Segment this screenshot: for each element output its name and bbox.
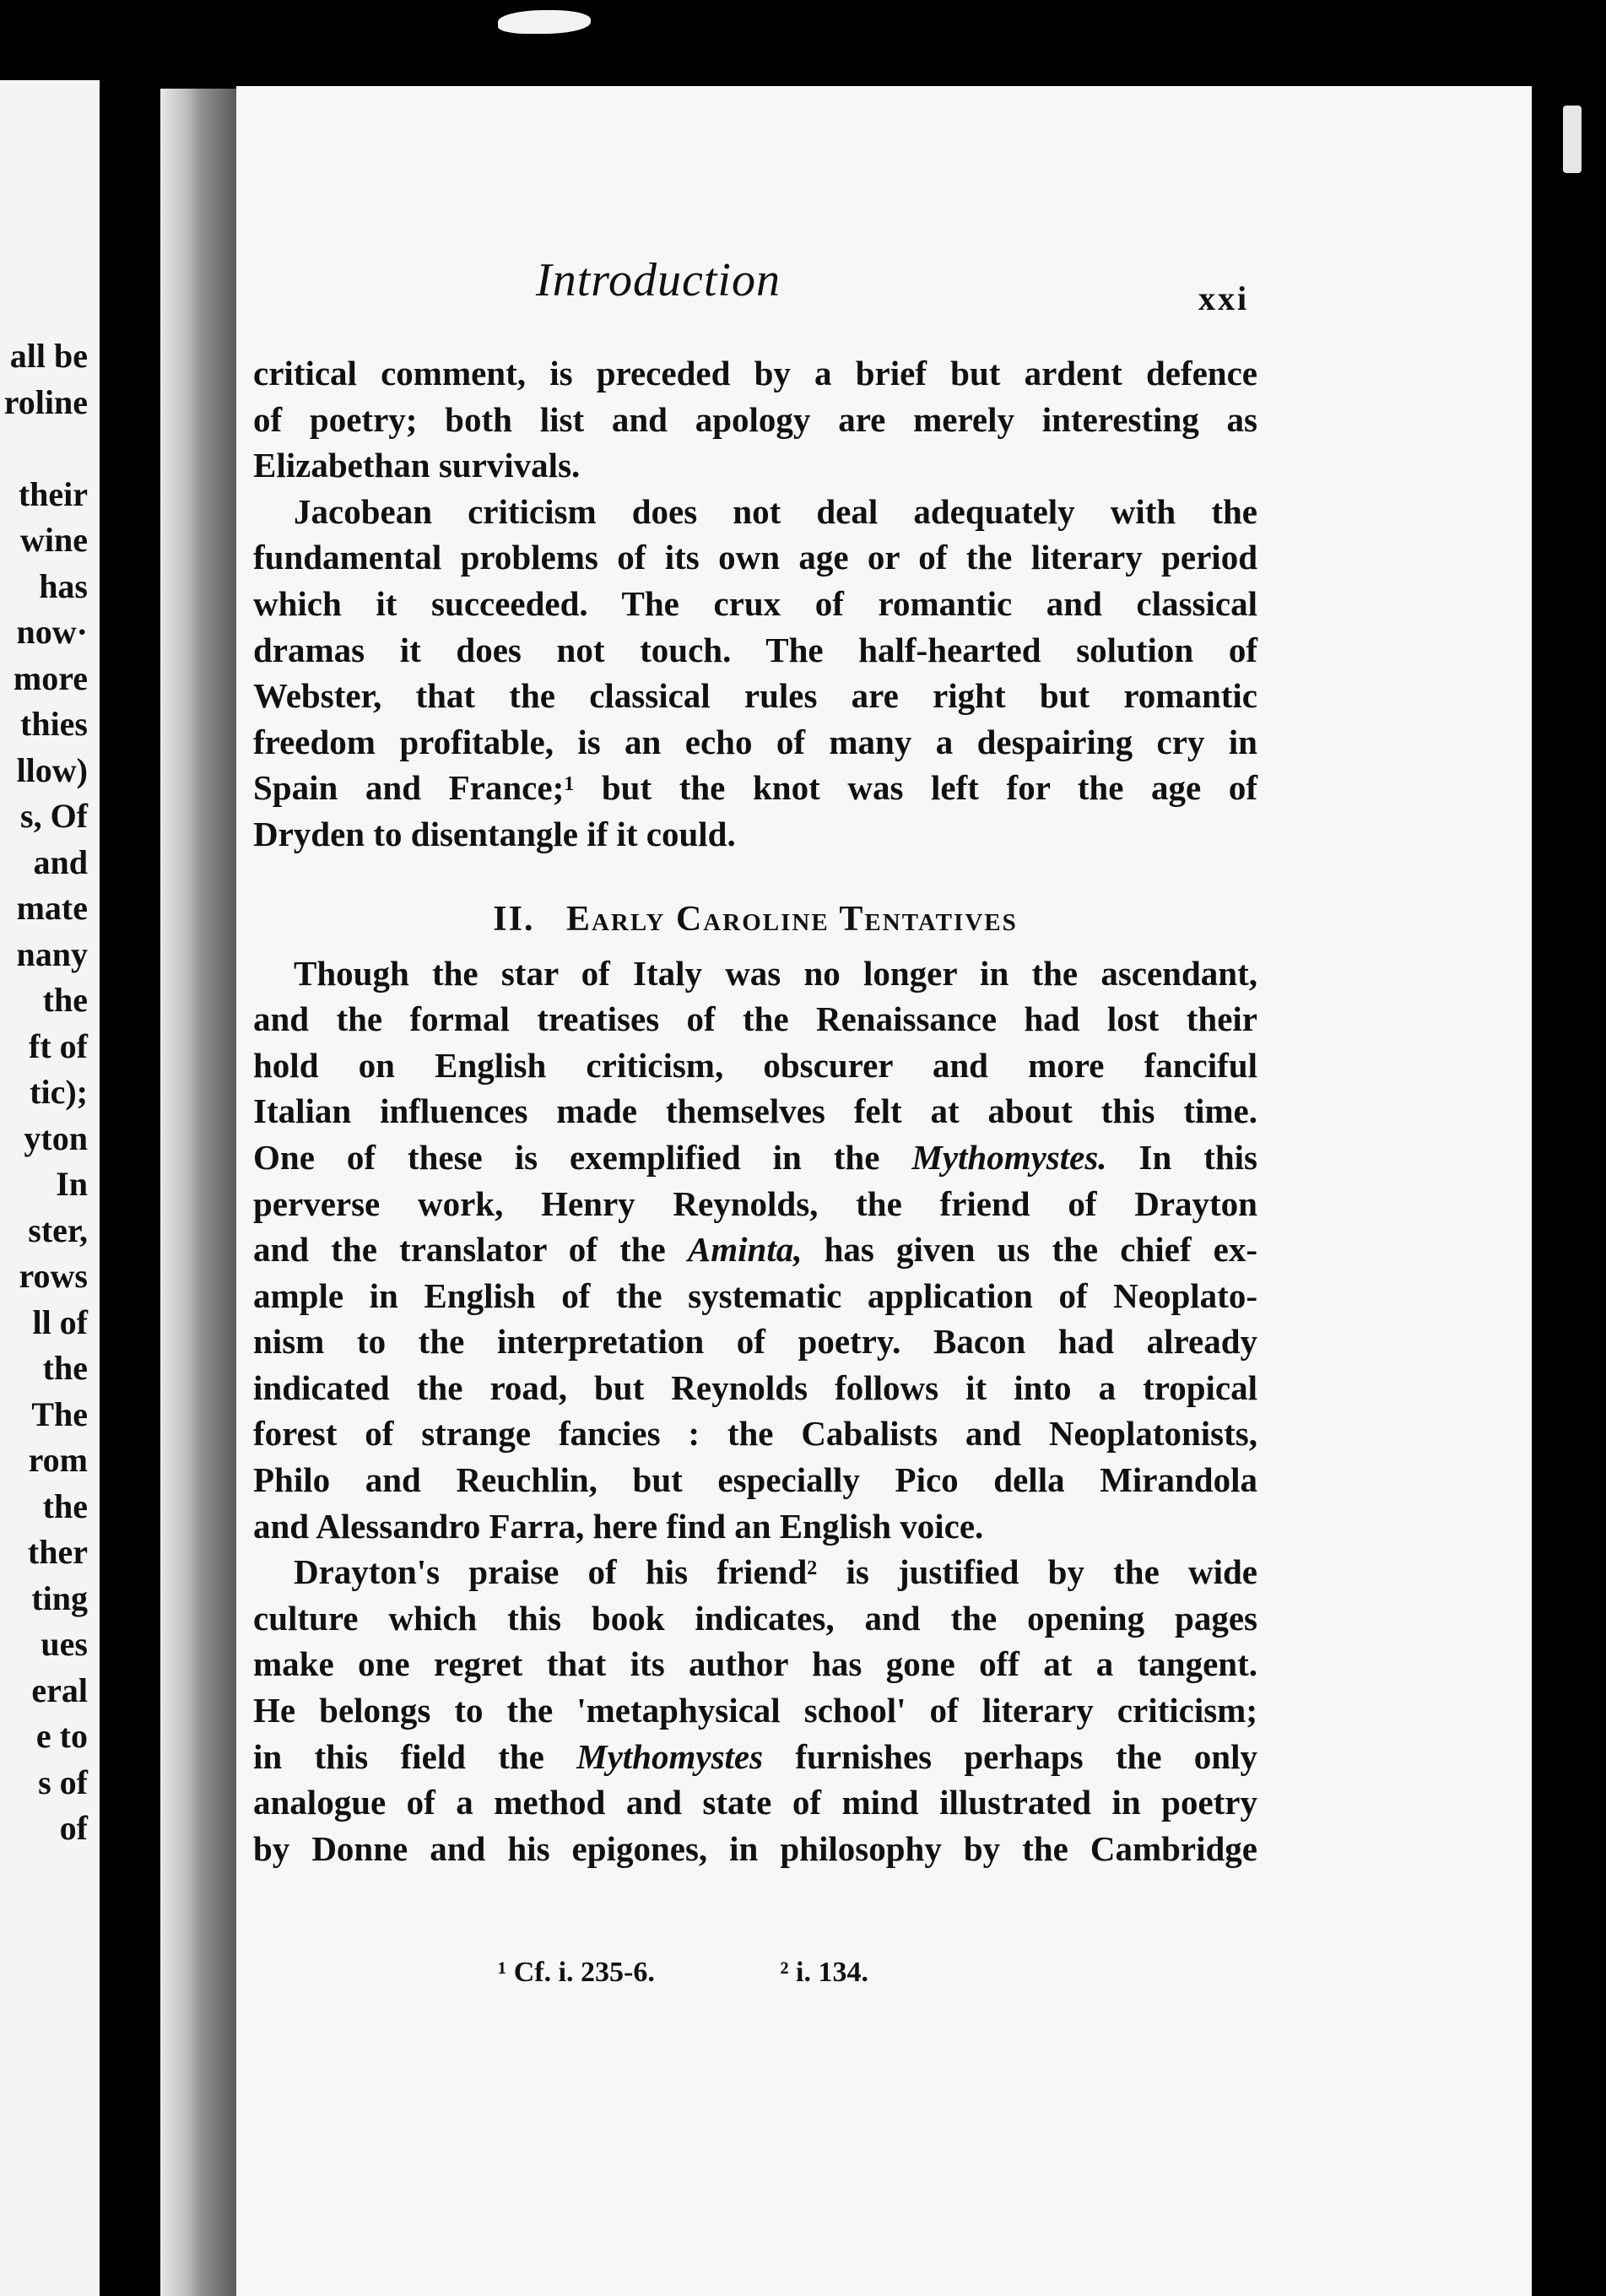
text-line: dramas it does not touch. The half-hearted solution of — [253, 630, 1257, 669]
section-heading — [253, 896, 1257, 950]
text-line: perverse work, Henry Reynolds, the friend of Drayton — [253, 1183, 1257, 1223]
work-title: Mythomystes. — [911, 1137, 1107, 1177]
section-number: II. — [493, 899, 535, 939]
text-line: ample in English of the systematic application of Neoplato- — [253, 1275, 1257, 1315]
left-page-fragment: s, Of — [20, 797, 88, 835]
left-page-fragment: rows — [19, 1257, 88, 1295]
left-page-fragment: and — [33, 842, 88, 881]
left-page-fragment: the — [42, 981, 88, 1019]
text-run: furnishes perhaps the only — [763, 1736, 1257, 1776]
text-run: in this field the — [253, 1736, 577, 1776]
text-line: critical comment, is preceded by a brief but ardent defence — [253, 354, 1257, 393]
left-page-fragment: eral — [31, 1671, 88, 1709]
left-page-fragment: of — [59, 1809, 88, 1847]
page-number: xxi — [1198, 279, 1250, 317]
left-page-fragment: all be — [9, 337, 88, 375]
text-run: One of these is exemplified in the — [253, 1137, 912, 1177]
footnotes — [498, 1957, 987, 1989]
left-page-fragment: rom — [28, 1441, 88, 1479]
left-page-fragment: now· — [16, 613, 88, 651]
left-page-fragment: yton — [24, 1118, 88, 1157]
text-run: is justified by the wide — [817, 1552, 1257, 1592]
left-page-fragment: s of — [38, 1763, 88, 1801]
book-gutter — [160, 89, 236, 2296]
left-page-fragment: roline — [3, 382, 88, 421]
text-line — [253, 1227, 1257, 1273]
text-line: freedom profitable, is an echo of many a despairing cry in — [253, 722, 1257, 761]
text-line — [253, 1549, 1257, 1595]
text-run: In this — [1106, 1137, 1257, 1177]
text-line: fundamental problems of its own age or of the literary period — [253, 538, 1257, 577]
left-page-fragment: more — [13, 658, 88, 697]
left-page-fragment: the — [42, 1486, 88, 1525]
left-page-fragment: nany — [16, 934, 88, 973]
left-page-fragment: llow) — [16, 750, 88, 789]
text-line: Though the star of Italy was no longer in the ascendant, — [294, 953, 1257, 993]
left-page-fragment: ft of — [29, 1026, 88, 1065]
section-title: Early Caroline Tentatives — [565, 899, 1018, 939]
text-line: hold on English criticism, obscurer and more fanciful — [253, 1045, 1257, 1085]
left-page-fragment — [4, 425, 88, 472]
left-page-fragment: ster, — [28, 1210, 88, 1249]
text-line — [253, 1134, 1257, 1181]
text-line: and the formal treatises of the Renaissance had lost their — [253, 999, 1257, 1039]
left-page-fragment: ll of — [32, 1302, 88, 1341]
footnote-ref-2: 2 — [807, 1557, 818, 1580]
text-line: Dryden to disentangle if it could. — [253, 814, 736, 853]
text-line: culture which this book indicates, and the opening pages — [253, 1598, 1257, 1638]
text-line — [253, 1734, 1257, 1780]
left-page-fragment: mate — [16, 889, 88, 927]
text-line: of poetry; both list and apology are merely interesting as — [253, 399, 1257, 439]
text-line: by Donne and his epigones, in philosophy by the Cambridge — [253, 1828, 1257, 1868]
text-line: make one regret that its author has gone off at a tangent. — [253, 1644, 1257, 1684]
text-line: analogue of a method and state of mind illustrated in poetry — [253, 1783, 1257, 1822]
left-page-fragment: In — [56, 1165, 88, 1203]
text-line: indicated the road, but Reynolds follows it into a tropical — [253, 1367, 1257, 1407]
footnote-1: ¹ Cf. i. 235-6. — [498, 1957, 655, 1988]
left-page-fragment: the — [42, 1349, 88, 1387]
text-run: Spain and France; — [253, 768, 565, 808]
left-page-fragment: has — [39, 566, 88, 605]
text-line: Philo and Reuchlin, but especially Pico della Mirandola — [253, 1460, 1257, 1500]
left-page-text-fragments — [4, 333, 88, 1852]
left-page-fragment: their — [18, 474, 88, 513]
left-page-fragment: ting — [31, 1578, 88, 1617]
text-line: Webster, that the classical rules are right but romantic — [253, 676, 1257, 716]
text-line: Italian influences made themselves felt at about this time. — [253, 1091, 1257, 1131]
work-title: Aminta, — [687, 1230, 803, 1270]
right-margin-dark — [1532, 101, 1606, 2296]
left-page-edge — [0, 80, 100, 2296]
left-page-fragment: wine — [20, 521, 88, 559]
text-line: Elizabethan survivals. — [253, 446, 581, 485]
text-line: which it succeeded. The crux of romantic and classical — [253, 583, 1257, 623]
text-run: but the knot was left for the age of — [574, 768, 1258, 808]
edge-blot — [1563, 106, 1582, 173]
left-page-fragment: ther — [27, 1533, 88, 1571]
text-line — [253, 765, 1257, 811]
left-page-fragment: e to — [35, 1717, 88, 1755]
text-line: Jacobean criticism does not deal adequately with the — [294, 491, 1257, 531]
left-page-fragment: thies — [20, 705, 88, 743]
body-text — [253, 350, 1257, 1871]
footnote-ref-1: 1 — [564, 773, 575, 796]
text-line: nism to the interpretation of poetry. Bacon had already — [253, 1322, 1257, 1362]
scan-blot — [498, 10, 591, 34]
left-page-fragment: The — [31, 1394, 88, 1433]
left-page-fragment: ues — [41, 1625, 88, 1663]
text-run: has given us the chief ex- — [802, 1230, 1257, 1270]
text-line: He belongs to the 'metaphysical school' of literary criticism; — [253, 1691, 1257, 1730]
left-page-fragment: tic); — [30, 1073, 88, 1111]
text-line: forest of strange fancies : the Cabalists and Neoplatonists, — [253, 1414, 1257, 1454]
text-run: and the translator of the — [253, 1230, 688, 1270]
footnote-2: ² i. 134. — [780, 1957, 868, 1988]
work-title: Mythomystes — [576, 1736, 764, 1776]
running-head: Introduction — [536, 254, 781, 306]
text-run: Drayton's praise of his friend — [294, 1552, 808, 1592]
text-line: and Alessandro Farra, here find an English voice. — [253, 1506, 984, 1546]
